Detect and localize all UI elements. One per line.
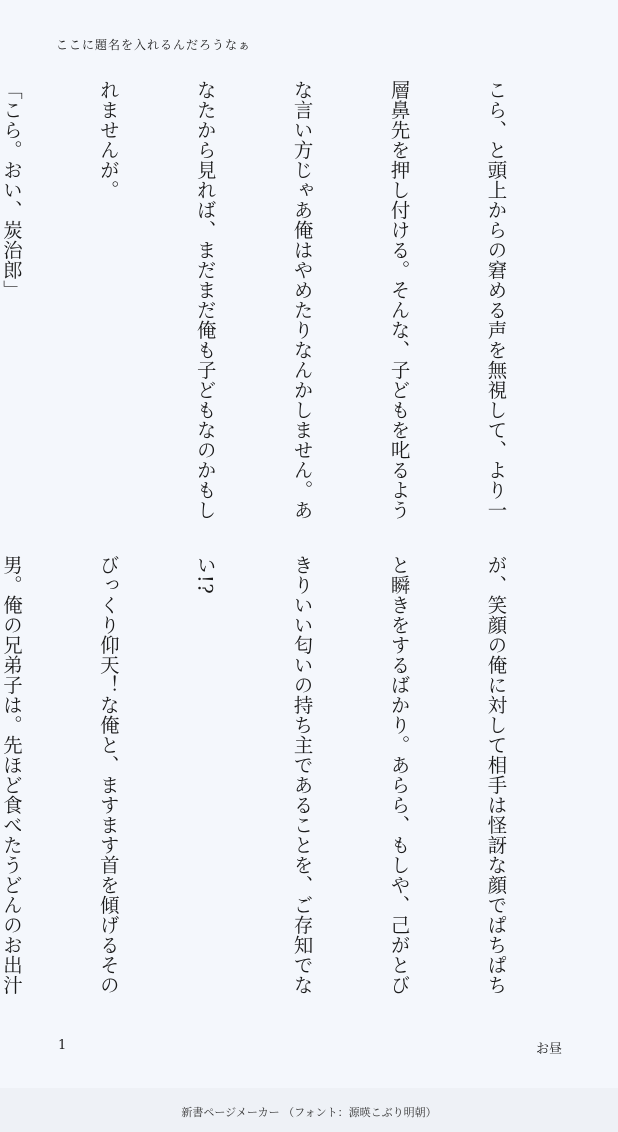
text-line: 層鼻先を押し付ける。そんな、子どもを叱るよう: [387, 80, 411, 520]
footer-credit: 新書ページメーカー （フォント：源暎こぶり明朝）: [181, 1106, 437, 1119]
text-line: こら、と頭上からの窘める声を無視して、より一: [484, 80, 508, 520]
text-line: なたから見れば、まだまだ俺も子どもなのかもし: [193, 80, 217, 520]
chapter-label: お昼: [535, 1042, 562, 1057]
page-number: 1: [58, 1038, 67, 1053]
text-line: な言い方じゃあ俺はやめたりなんかしません。あ: [290, 80, 314, 520]
text-line: 男。俺の兄弟子は。先ほど食べたうどんのお出汁: [0, 555, 23, 995]
text-line: びっくり仰天！な俺と、ますます首を傾げるその: [96, 555, 120, 995]
page-title: ここに題名を入れるんだろうなぁ: [56, 38, 252, 52]
text-block-bottom: [0, 555, 576, 995]
text-block-top: [0, 80, 576, 520]
text-line: い!?: [193, 555, 217, 595]
text-line: 「こら。おい、炭治郎」: [0, 80, 23, 300]
text-line: きりいい匂いの持ち主であることを、ご存知でな: [290, 555, 314, 995]
text-line: れませんが。: [96, 80, 120, 200]
text-line: が、笑顔の俺に対して相手は怪訝な顔でぱちぱち: [484, 555, 508, 995]
text-line: と瞬きをするばかり。あらら、もしや、己がとび: [387, 555, 411, 995]
